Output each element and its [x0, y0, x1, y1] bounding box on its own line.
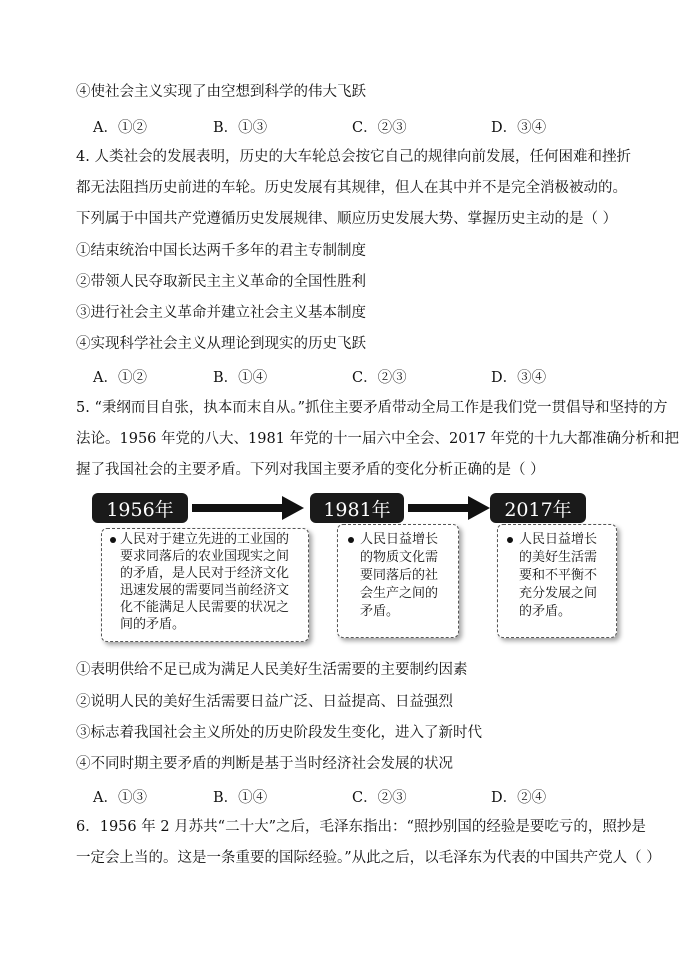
q5-options [0, 786, 688, 806]
card-line: 充分发展之间 [519, 586, 598, 601]
card-line: 人民日益增长 [519, 532, 598, 547]
q4-item-4: ④实现科学社会主义从理论到现实的历史飞跃 [76, 336, 366, 352]
card-line: 人民对于建立先进的工业国的 [120, 532, 290, 547]
card-line: 要同落后的社 [360, 568, 439, 583]
card-line: 的物质文化需 [360, 550, 439, 565]
card-line: 人民日益增长 [360, 532, 439, 547]
q3-option-b: B．①③ [213, 120, 268, 136]
q4-option-b: B．①④ [213, 370, 268, 386]
card-line: 的矛盾。 [519, 604, 572, 619]
q5-option-a: A．①③ [93, 790, 147, 806]
q5-stem-line-1: 5. “秉纲而目自张，执本而末自从。”抓住主要矛盾带动全局工作是我们党一贯倡导和坚持的方 [76, 400, 668, 416]
q3-options [0, 116, 688, 136]
card-line: 的美好生活需 [519, 550, 598, 565]
q5-item-4: ④不同时期主要矛盾的判断是基于当时经济社会发展的状况 [76, 756, 453, 772]
q4-item-2: ②带领人民夺取新民主主义革命的全国性胜利 [76, 274, 366, 290]
q4-item-1: ①结束统治中国长达两千多年的君主专制制度 [76, 243, 366, 259]
contradiction-card-2017 [497, 524, 617, 638]
contradiction-card-1956 [101, 528, 309, 642]
q5-option-d: D．②④ [491, 790, 547, 806]
card-line: 要和不平衡不 [519, 568, 598, 583]
card-line: 会生产之间的 [360, 586, 439, 601]
arrow-right-icon [408, 496, 490, 520]
q4-option-c: C．②③ [352, 370, 407, 386]
q3-option-a: A．①② [93, 120, 147, 136]
q4-stem-line-2: 都无法阻挡历史前进的车轮。历史发展有其规律，但人在其中并不是完全消极被动的。 [76, 180, 627, 196]
q4-item-3: ③进行社会主义革命并建立社会主义基本制度 [76, 305, 366, 321]
year-label-1981: 1981年 [310, 493, 404, 523]
arrow-right-icon [192, 496, 304, 520]
card-line: 间的矛盾。 [120, 617, 186, 632]
card-line: 矛盾。 [360, 604, 400, 619]
q3-option-d: D．③④ [491, 120, 547, 136]
year-label-2017: 2017年 [490, 493, 586, 523]
q4-stem-line-1: 4. 人类社会的发展表明，历史的大车轮总会按它自己的规律向前发展，任何困难和挫折 [76, 149, 631, 165]
q6-stem-line-2: 一定会上当的。这是一条重要的国际经验。”从此之后，以毛泽东为代表的中国共产党人（ ） [76, 850, 661, 866]
bullet-icon [110, 537, 116, 543]
q3-item-4: ④使社会主义实现了由空想到科学的伟大飞跃 [76, 84, 366, 100]
q5-stem-line-2: 法论。1956 年党的八大、1981 年党的十一届六中全会、2017 年党的十九大都准确分析和把 [76, 431, 680, 447]
q4-options [0, 366, 688, 386]
contradiction-card-1981 [337, 524, 459, 638]
card-line: 的矛盾，是人民对于经济文化 [120, 566, 290, 581]
q5-item-1: ①表明供给不足已成为满足人民美好生活需要的主要制约因素 [76, 662, 468, 678]
q4-stem-line-3: 下列属于中国共产党遵循历史发展规律、顺应历史发展大势、掌握历史主动的是（ ） [76, 211, 618, 227]
year-label-1956: 1956年 [92, 493, 188, 523]
q5-item-3: ③标志着我国社会主义所处的历史阶段发生变化，进入了新时代 [76, 725, 482, 741]
q3-option-c: C．②③ [352, 120, 407, 136]
bullet-icon [348, 537, 354, 543]
bullet-icon [507, 537, 513, 543]
q5-option-b: B．①④ [213, 790, 268, 806]
q5-item-2: ②说明人民的美好生活需要日益广泛、日益提高、日益强烈 [76, 694, 453, 710]
q5-option-c: C．②③ [352, 790, 407, 806]
q4-option-a: A．①② [93, 370, 147, 386]
q4-option-d: D．③④ [491, 370, 547, 386]
card-line: 化不能满足人民需要的状况之 [120, 600, 290, 615]
card-line: 迅速发展的需要同当前经济文 [120, 583, 290, 598]
q5-stem-line-3: 握了我国社会的主要矛盾。下列对我国主要矛盾的变化分析正确的是（ ） [76, 462, 545, 478]
card-line: 要求同落后的农业国现实之间 [120, 549, 290, 564]
q6-stem-line-1: 6．1956 年 2 月苏共“二十大”之后，毛泽东指出：“照抄别国的经验是要吃亏的，照抄是 [76, 819, 646, 835]
